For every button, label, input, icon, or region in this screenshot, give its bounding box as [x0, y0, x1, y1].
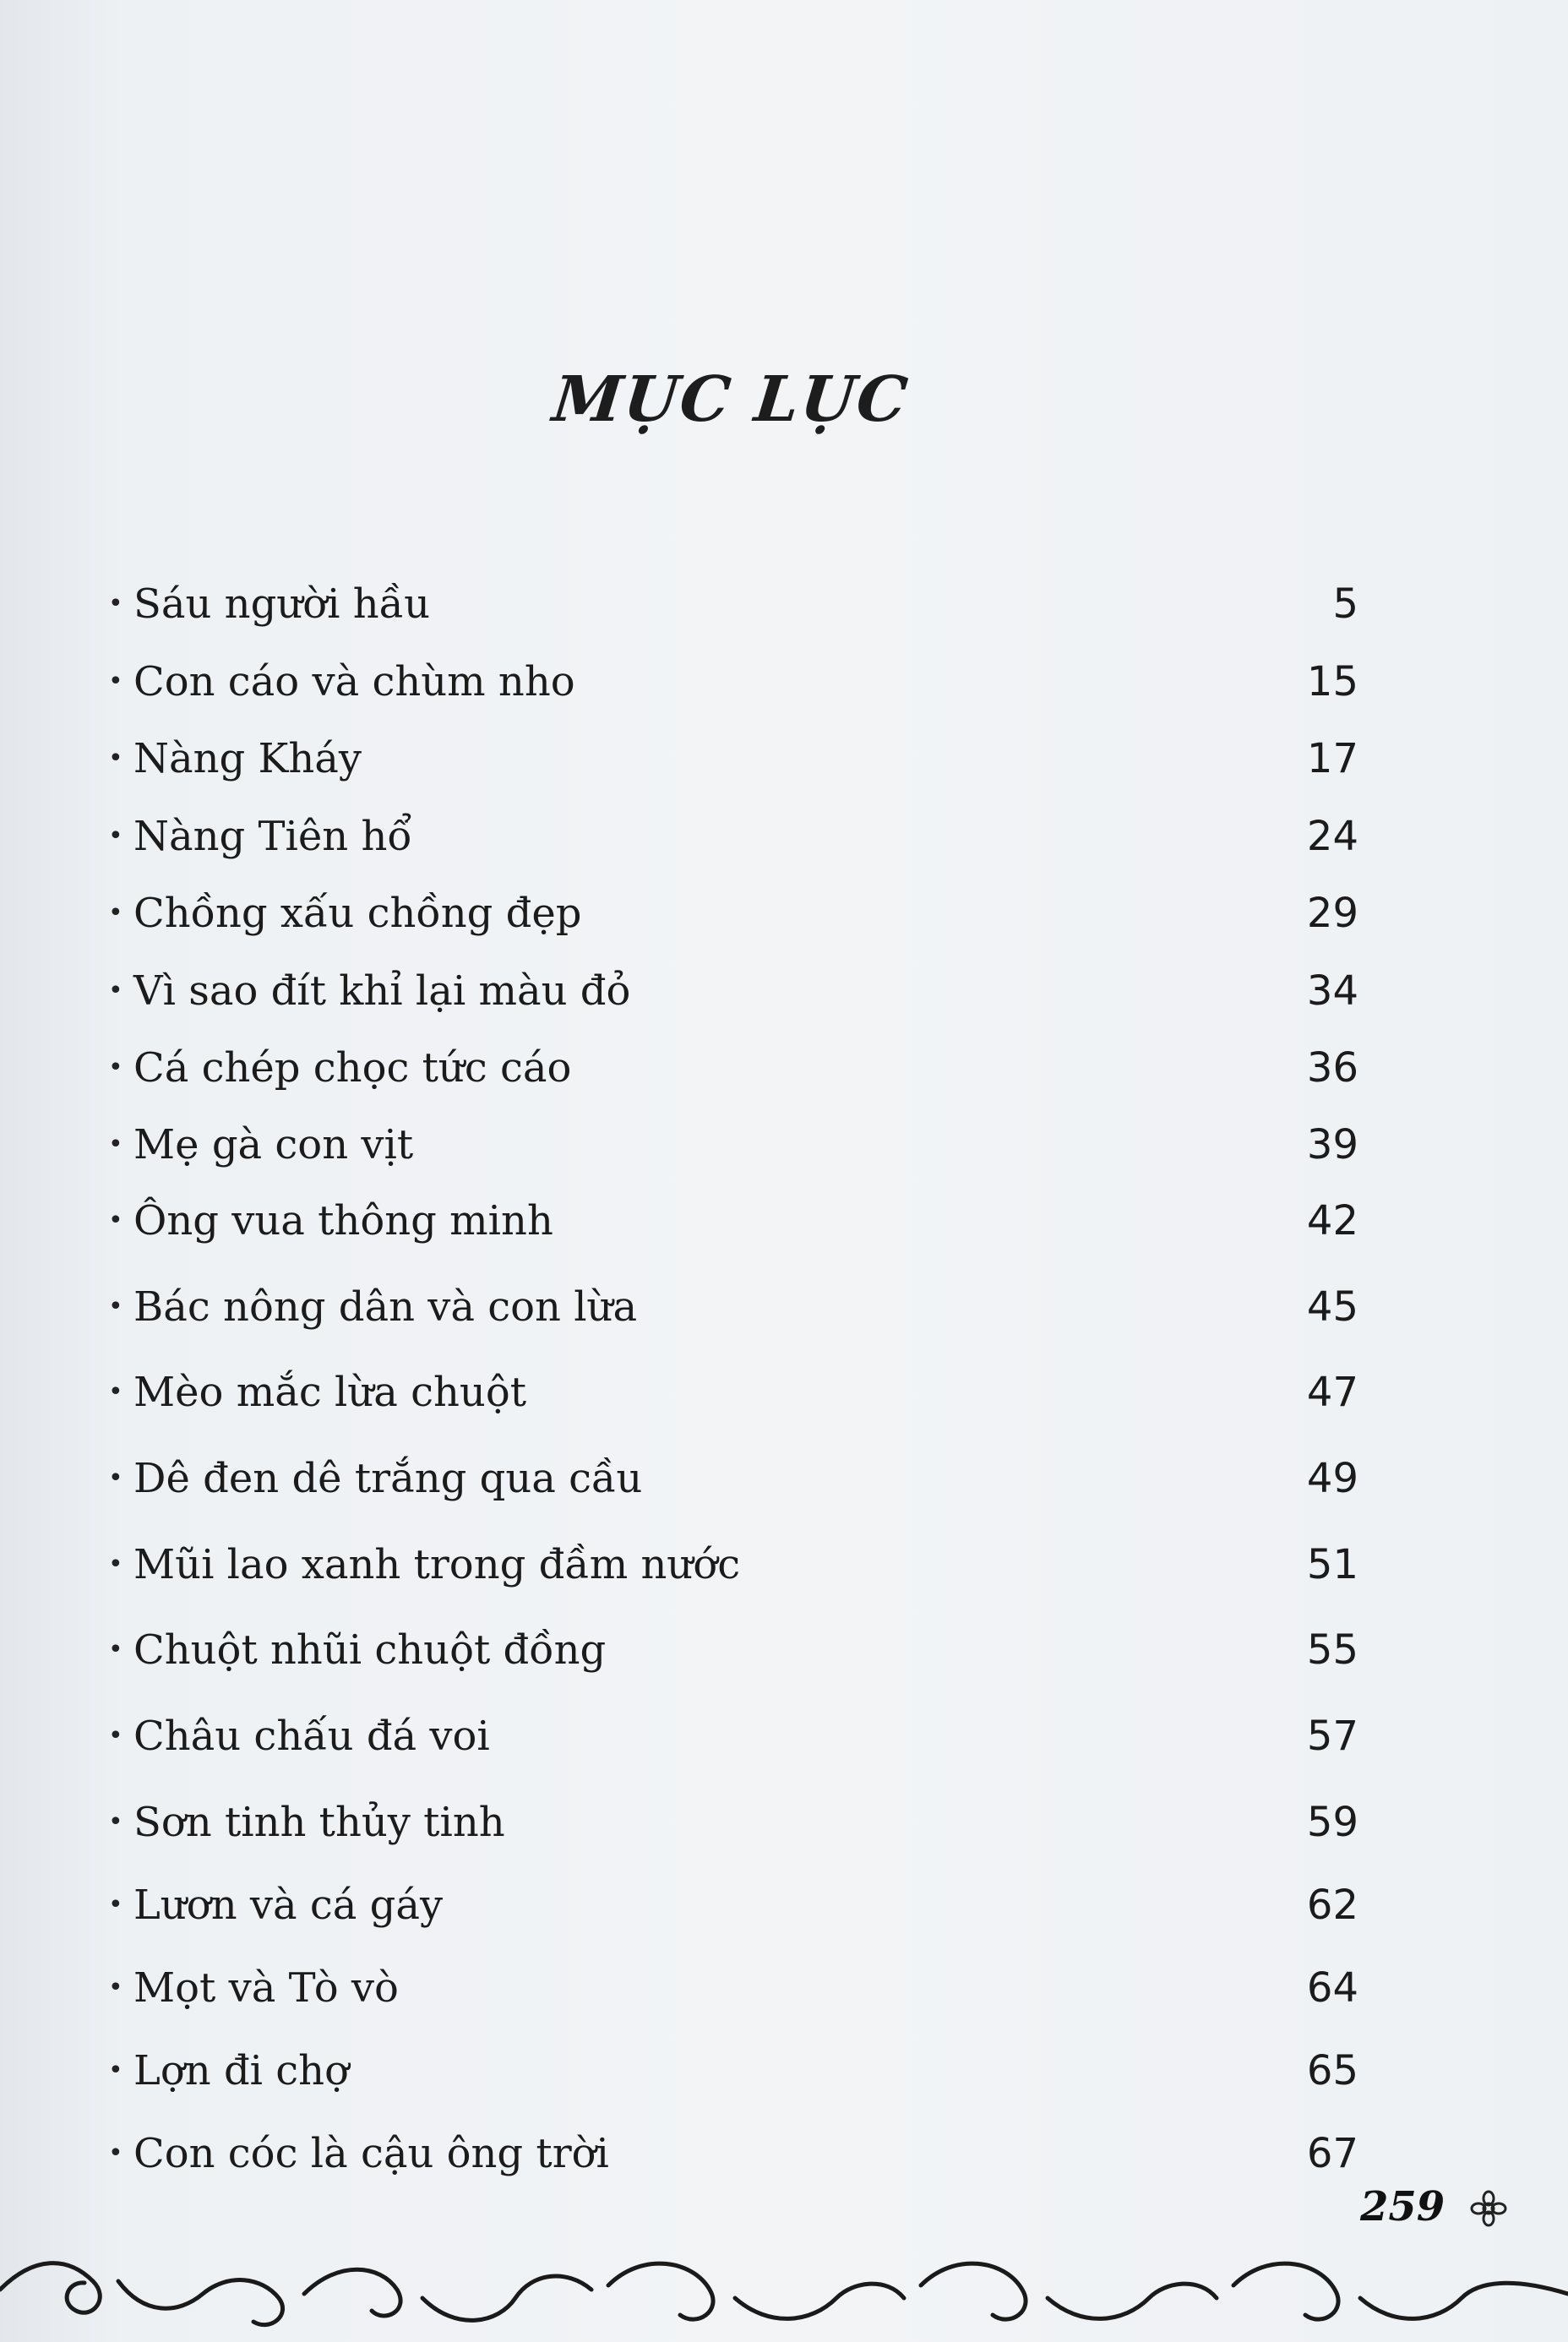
toc-entry-title: Vì sao đít khỉ lại màu đỏ — [133, 967, 631, 1015]
toc-entry-title: Chuột nhũi chuột đồng — [133, 1626, 607, 1674]
toc-entry — [108, 2124, 1358, 2183]
toc-entry-title: Ông vua thông minh — [133, 1197, 553, 1245]
toc-heading: MỤC LỤC — [549, 363, 912, 436]
bullet-icon: • — [108, 589, 123, 618]
toc-entry-page: 39 — [1306, 1121, 1358, 1168]
toc-entry-title: Mẹ gà con vịt — [133, 1121, 414, 1168]
toc-entry — [108, 575, 1358, 634]
page-number: 259 — [1360, 2183, 1446, 2230]
toc-entry-title: Mũi lao xanh trong đầm nước — [133, 1541, 741, 1588]
toc-entry-page: 62 — [1306, 1882, 1358, 1929]
toc-entry — [108, 1958, 1358, 2018]
toc-entry-page: 49 — [1306, 1455, 1358, 1502]
toc-entry — [108, 1277, 1358, 1337]
toc-entry-page: 55 — [1306, 1626, 1358, 1674]
toc-entry-title: Chồng xấu chồng đẹp — [133, 890, 582, 937]
toc-entry — [108, 729, 1358, 788]
bullet-icon: • — [108, 821, 123, 851]
bullet-icon: • — [108, 1206, 123, 1235]
toc-entry — [108, 1363, 1358, 1422]
bullet-icon: • — [108, 1292, 123, 1321]
toc-entry — [108, 1191, 1358, 1250]
toc-entry — [108, 884, 1358, 943]
toc-entry-title: Lươn và cá gáy — [133, 1882, 444, 1929]
bullet-icon: • — [108, 1721, 123, 1751]
toc-entry-title: Con cóc là cậu ông trời — [133, 2130, 609, 2177]
bullet-icon: • — [108, 667, 123, 696]
toc-entry — [108, 1620, 1358, 1680]
toc-entry-page: 51 — [1306, 1541, 1358, 1588]
toc-entry — [108, 1793, 1358, 1852]
toc-entry — [108, 1876, 1358, 1935]
bullet-icon: • — [108, 1550, 123, 1579]
bullet-icon: • — [108, 2138, 123, 2168]
toc-entry-title: Nàng Kháy — [133, 735, 362, 782]
toc-entry-page: 57 — [1306, 1713, 1358, 1760]
toc-entry-title: Con cáo và chùm nho — [133, 658, 575, 705]
toc-entry-title: Lợn đi chợ — [133, 2047, 349, 2094]
toc-entry-page: 17 — [1306, 735, 1358, 782]
bullet-icon: • — [108, 1377, 123, 1407]
toc-entry-title: Nàng Tiên hổ — [133, 813, 412, 860]
bullet-icon: • — [108, 1635, 123, 1664]
bullet-icon: • — [108, 1890, 123, 1920]
toc-entry-page: 64 — [1306, 1964, 1358, 2012]
toc-entry-page: 24 — [1306, 813, 1358, 860]
bullet-icon: • — [108, 1807, 123, 1837]
toc-entry — [108, 1535, 1358, 1594]
bullet-icon: • — [108, 1973, 123, 2002]
toc-entry-title: Sơn tinh thủy tinh — [133, 1799, 505, 1846]
toc-entry-page: 59 — [1306, 1799, 1358, 1846]
toc-entry — [108, 961, 1358, 1021]
toc-entry — [108, 1449, 1358, 1508]
toc-entry-page: 47 — [1306, 1369, 1358, 1416]
toc-entry — [108, 1038, 1358, 1097]
toc-entry-page: 15 — [1306, 658, 1358, 705]
toc-entry-title: Mọt và Tò vò — [133, 1964, 399, 2012]
toc-entry — [108, 1707, 1358, 1766]
bullet-icon: • — [108, 743, 123, 773]
toc-entry-page: 65 — [1306, 2047, 1358, 2094]
toc-entry-page: 45 — [1306, 1283, 1358, 1331]
toc-entry-page: 36 — [1306, 1044, 1358, 1092]
toc-entry — [108, 1115, 1358, 1174]
toc-entry-page: 34 — [1306, 967, 1358, 1015]
toc-entry — [108, 652, 1358, 711]
toc-entry-page: 67 — [1306, 2130, 1358, 2177]
toc-entry-title: Bác nông dân và con lừa — [133, 1283, 638, 1331]
toc-entry-title: Mèo mắc lừa chuột — [133, 1369, 527, 1416]
toc-entry-title: Dê đen dê trắng qua cầu — [133, 1455, 643, 1502]
toc-entry — [108, 2041, 1358, 2100]
flower-icon — [1470, 2190, 1507, 2227]
toc-entry-page: 5 — [1332, 580, 1358, 628]
scroll-border — [0, 2230, 1568, 2342]
toc-entry-title: Châu chấu đá voi — [133, 1713, 490, 1760]
bullet-icon: • — [108, 1130, 123, 1159]
bullet-icon: • — [108, 898, 123, 928]
toc-entry-page: 29 — [1306, 890, 1358, 937]
toc-entry-title: Cá chép chọc tức cáo — [133, 1044, 572, 1092]
bullet-icon: • — [108, 2056, 123, 2085]
bullet-icon: • — [108, 976, 123, 1005]
toc-entry — [108, 807, 1358, 866]
bullet-icon: • — [108, 1463, 123, 1493]
bullet-icon: • — [108, 1053, 123, 1082]
toc-entry-title: Sáu người hầu — [133, 580, 430, 628]
toc-entry-page: 42 — [1306, 1197, 1358, 1245]
